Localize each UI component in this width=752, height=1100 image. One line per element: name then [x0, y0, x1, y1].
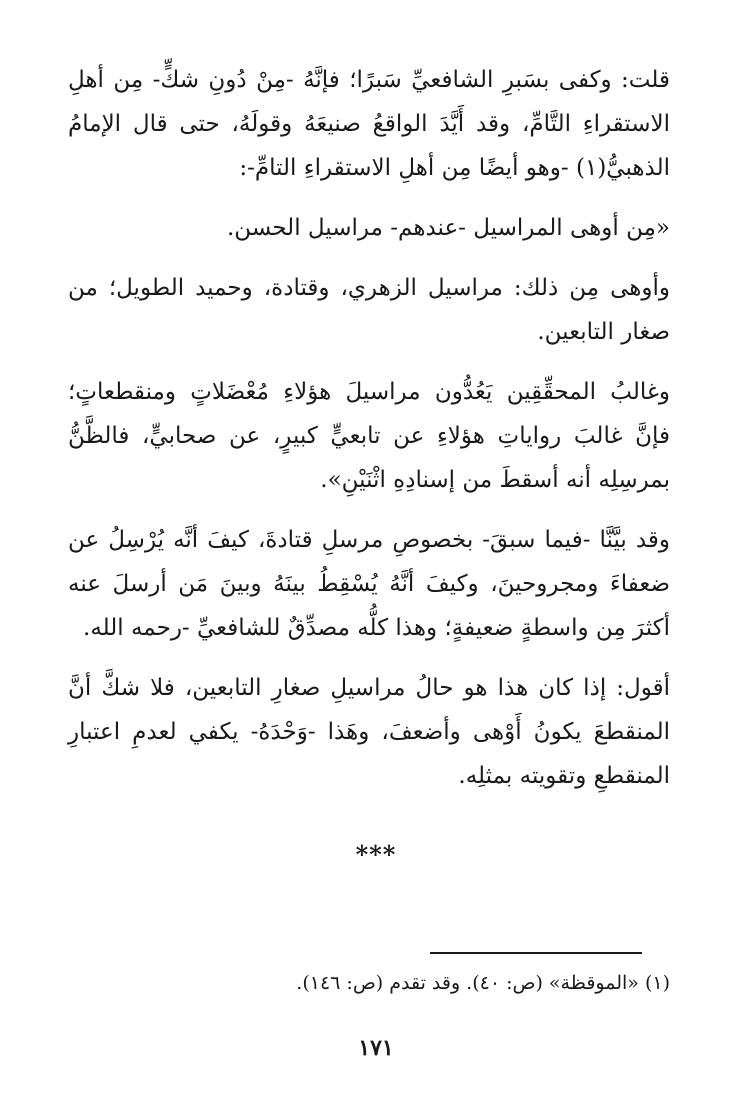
paragraph-4: وغالبُ المحقِّقِين يَعُدُّون مراسيلَ هؤلاءِ مُعْضَلاتٍ ومنقطعاتٍ؛ فإنَّ غالبَ رواياتِ هؤلاءِ عن تابعيٍّ كبيرٍ، عن صحابيٍّ، فالظَّنُّ بمرسِلِه أنه أسقطَ من إسنادِهِ اثْنَيْنِ». — [68, 379, 670, 493]
paragraph-3: وأوهى مِن ذلك: مراسيل الزهري، وقتادة، وحميد الطويل؛ من صغار التابعين. — [68, 275, 670, 345]
main-text — [68, 58, 670, 814]
paragraph-2: «مِن أوهى المراسيل -عندهم- مراسيل الحسن. — [227, 215, 670, 241]
paragraph-1: قلت: وكفى بسَبرِ الشافعيِّ سَبرًا؛ فإنَّهُ -مِنْ دُونِ شكٍّ- مِن أهلِ الاستقراءِ التَّامِّ، وقد أَيَّدَ الواقعُ صنيعَهُ وقولَهُ، حتى قال الإمامُ الذهبيُّ(١) -وهو أيضًا مِن أهلِ الاستقراءِ التامِّ-: — [68, 67, 670, 181]
section-separator: *** — [355, 840, 397, 869]
footnote: (١) «الموقظة» (ص: ٤٠). وقد تقدم (ص: ١٤٦). — [296, 972, 670, 994]
paragraph-5: وقد بيَّنَّا -فيما سبقَ- بخصوصِ مرسلِ قتادةَ، كيفَ أنَّه يُرْسِلُ عن ضعفاءَ ومجروحينَ، وكيفَ أنَّهُ يُسْقِطُ بينَهُ وبينَ مَن أرسلَ عنه أكثرَ مِن واسطةٍ ضعيفةٍ؛ وهذا كلُّه مصدِّقٌ للشافعيِّ -رحمه الله. — [68, 527, 670, 641]
footnote-divider — [430, 952, 642, 954]
paragraph-6: أقول: إذا كان هذا هو حالُ مراسيلِ صغارِ التابعين، فلا شكَّ أنَّ المنقطعَ يكونُ أَوْهى وأضعفَ، وهَذا -وَحْدَهُ- يكفي لعدمِ اعتبارِ المنقطعِ وتقويته بمثلِه. — [68, 675, 670, 789]
page-number: ١٧١ — [358, 1035, 394, 1061]
